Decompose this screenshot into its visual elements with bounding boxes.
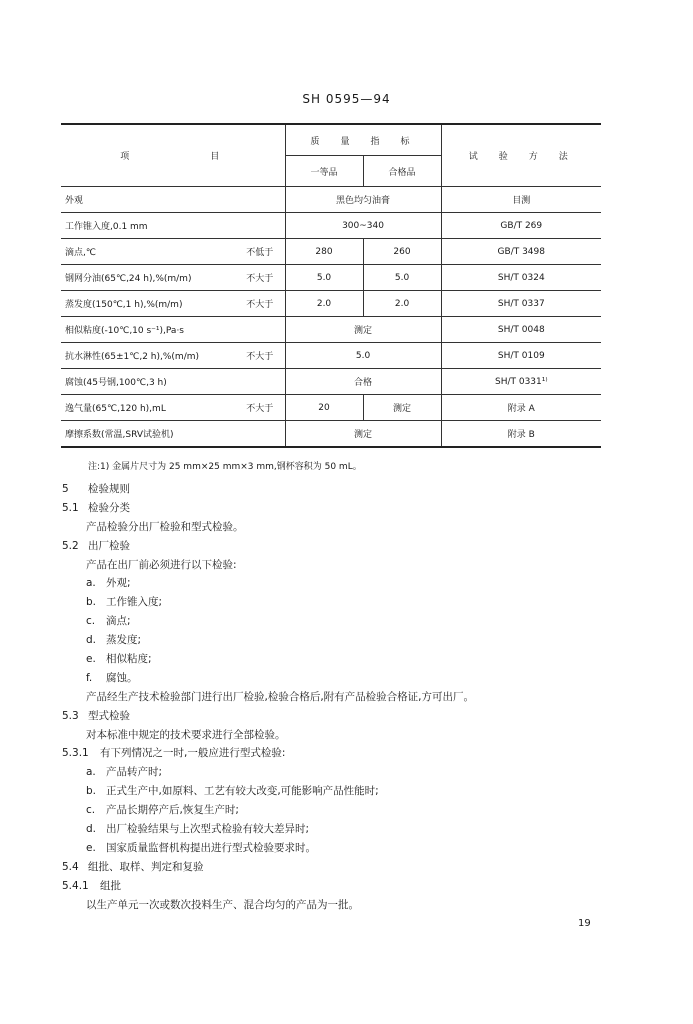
row-test-method: SH/T 0331¹⁾	[441, 369, 601, 395]
item-number: e.	[86, 841, 96, 854]
standard-number: SH 0595—94	[302, 92, 391, 106]
item-number: d.	[86, 634, 97, 647]
body-text	[62, 480, 602, 914]
row-test-method: SH/T 0109	[441, 343, 601, 369]
item-text: 检验规则	[88, 483, 130, 495]
item-text: 国家质量监督机构提出进行型式检验要求时。	[106, 841, 316, 854]
section-heading	[62, 707, 602, 726]
row-item: 滴点,℃	[61, 239, 235, 265]
section-heading	[62, 744, 602, 763]
body-line	[62, 556, 602, 575]
body-line	[62, 669, 602, 688]
body-line	[62, 650, 602, 669]
item-number: f.	[86, 671, 93, 684]
item-text: 产品转产时;	[106, 766, 163, 779]
row-test-method: SH/T 0324	[441, 265, 601, 291]
item-number: 5.1	[62, 501, 79, 514]
section-heading	[62, 877, 602, 896]
row-quality-value: 合格	[285, 369, 441, 395]
section-heading	[62, 858, 602, 877]
row-item: 摩擦系数(常温,SRV试验机)	[61, 421, 285, 448]
col-quality-header: 质 量 指 标	[285, 124, 441, 156]
row-test-method: GB/T 3498	[441, 239, 601, 265]
section-heading	[62, 480, 602, 499]
row-first-grade-value: 2.0	[285, 291, 363, 317]
body-line	[62, 839, 602, 858]
table-row	[61, 291, 601, 317]
item-text: 以生产单元一次或数次投料生产、混合均匀的产品为一批。	[86, 898, 359, 911]
row-quality-value: 5.0	[285, 343, 441, 369]
body-line	[62, 763, 602, 782]
item-text: 组批	[100, 879, 121, 892]
section-heading	[62, 537, 602, 556]
item-text: 出厂检验	[88, 539, 130, 552]
body-line	[62, 612, 602, 631]
item-number: b.	[86, 596, 97, 609]
row-test-method: 附录 A	[441, 395, 601, 421]
body-line	[62, 726, 602, 745]
table-header-row	[61, 124, 601, 156]
specification-table	[61, 123, 601, 448]
row-quality-value: 300~340	[285, 213, 441, 239]
item-number: d.	[86, 823, 97, 836]
item-number: b.	[86, 785, 97, 798]
item-number: 5.4	[62, 860, 79, 873]
item-text: 产品在出厂前必须进行以下检验:	[86, 558, 237, 571]
row-quality-value: 黑色均匀油膏	[285, 187, 441, 213]
row-condition: 不大于	[235, 291, 285, 317]
item-text: 外观;	[106, 577, 131, 590]
item-text: 产品检验分出厂检验和型式检验。	[86, 520, 244, 533]
table-row	[61, 343, 601, 369]
row-first-grade-value: 5.0	[285, 265, 363, 291]
item-text: 产品长期停产后,恢复生产时;	[106, 804, 239, 817]
item-text: 正式生产中,如原料、工艺有较大改变,可能影响产品性能时;	[106, 785, 379, 798]
item-number: 5.3	[62, 709, 79, 722]
item-number: 5	[62, 483, 69, 495]
item-text: 相似粘度;	[106, 653, 152, 666]
item-text: 组批、取样、判定和复验	[88, 860, 204, 873]
item-text: 工作锥入度;	[106, 596, 163, 609]
col-method-header: 试 验 方 法	[441, 124, 601, 187]
table-row	[61, 395, 601, 421]
item-text: 检验分类	[88, 501, 130, 514]
item-number: c.	[86, 804, 96, 817]
table-row	[61, 421, 601, 448]
body-line	[62, 896, 602, 915]
row-item: 逸气量(65℃,120 h),mL	[61, 395, 235, 421]
row-condition: 不大于	[235, 395, 285, 421]
section-heading	[62, 499, 602, 518]
item-number: a.	[86, 577, 96, 590]
body-line	[62, 688, 602, 707]
body-line	[62, 820, 602, 839]
table-row	[61, 213, 601, 239]
row-qualified-value: 测定	[363, 395, 441, 421]
item-text: 产品经生产技术检验部门进行出厂检验,检验合格后,附有产品检验合格证,方可出厂。	[86, 690, 475, 703]
body-line	[62, 801, 602, 820]
col-first-grade-header: 一等品	[285, 156, 363, 187]
row-test-method: 附录 B	[441, 421, 601, 448]
row-condition: 不低于	[235, 239, 285, 265]
table-row	[61, 265, 601, 291]
row-test-method: SH/T 0048	[441, 317, 601, 343]
body-line	[62, 782, 602, 801]
col-qualified-header: 合格品	[363, 156, 441, 187]
item-number: a.	[86, 766, 96, 779]
item-text: 对本标准中规定的技术要求进行全部检验。	[86, 728, 286, 741]
item-number: 5.3.1	[62, 747, 89, 760]
row-item: 腐蚀(45号钢,100℃,3 h)	[61, 369, 285, 395]
item-text: 滴点;	[106, 615, 131, 628]
row-condition: 不大于	[235, 265, 285, 291]
table-row	[61, 317, 601, 343]
row-quality-value: 测定	[285, 421, 441, 448]
item-number: e.	[86, 653, 96, 666]
item-text: 型式检验	[88, 709, 130, 722]
page-number: 19	[578, 918, 591, 929]
item-text: 出厂检验结果与上次型式检验有较大差异时;	[106, 823, 310, 836]
body-line	[62, 593, 602, 612]
body-line	[62, 631, 602, 650]
table-footnote: 注:1) 金属片尺寸为 25 mm×25 mm×3 mm,钢杯容积为 50 mL。	[88, 462, 362, 472]
table-row	[61, 187, 601, 213]
row-test-method: GB/T 269	[441, 213, 601, 239]
item-number: 5.4.1	[62, 879, 89, 892]
row-item: 工作锥入度,0.1 mm	[61, 213, 285, 239]
row-item: 蒸发度(150℃,1 h),%(m/m)	[61, 291, 235, 317]
body-line	[62, 574, 602, 593]
row-first-grade-value: 20	[285, 395, 363, 421]
row-condition: 不大于	[235, 343, 285, 369]
item-number: c.	[86, 615, 96, 628]
item-number: 5.2	[62, 539, 79, 552]
row-item: 相似粘度(-10℃,10 s⁻¹),Pa·s	[61, 317, 285, 343]
row-quality-value: 测定	[285, 317, 441, 343]
item-text: 有下列情况之一时,一般应进行型式检验:	[100, 747, 286, 760]
body-line	[62, 518, 602, 537]
row-qualified-value: 260	[363, 239, 441, 265]
row-item: 钢网分油(65℃,24 h),%(m/m)	[61, 265, 235, 291]
item-text: 蒸发度;	[106, 634, 142, 647]
row-test-method: SH/T 0337	[441, 291, 601, 317]
item-text: 腐蚀。	[106, 671, 138, 684]
row-item: 抗水淋性(65±1℃,2 h),%(m/m)	[61, 343, 235, 369]
table-row	[61, 369, 601, 395]
row-qualified-value: 2.0	[363, 291, 441, 317]
row-first-grade-value: 280	[285, 239, 363, 265]
row-test-method: 目测	[441, 187, 601, 213]
col-item-header: 项 目	[61, 124, 285, 187]
row-qualified-value: 5.0	[363, 265, 441, 291]
row-item: 外观	[61, 187, 285, 213]
table-row	[61, 239, 601, 265]
